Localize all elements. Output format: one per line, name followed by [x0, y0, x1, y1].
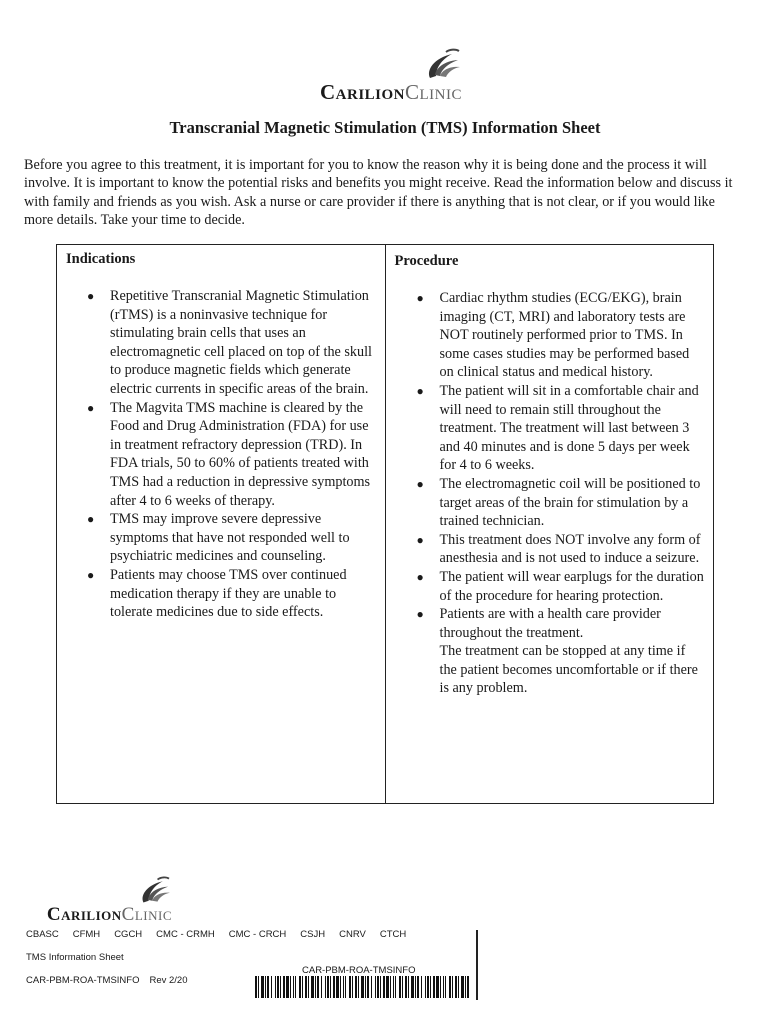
carilion-clinic-logo: [300, 48, 462, 105]
list-item: [416, 289, 706, 382]
list-item-text: This treatment does NOT involve any form of anesthesia and is not used to induce a seizure.: [439, 531, 701, 567]
barcode-bar: [286, 976, 289, 998]
barcode-bar: [411, 976, 414, 998]
barcode-bar: [417, 976, 419, 998]
facility-code: CFMH: [72, 929, 101, 940]
facility-codes: [26, 929, 420, 940]
info-table: [56, 244, 714, 804]
bullet-icon: ●: [416, 532, 424, 547]
barcode-bar: [415, 976, 416, 998]
barcode-bar: [352, 976, 353, 998]
barcode-bar: [386, 976, 389, 998]
barcode-bar: [427, 976, 429, 998]
list-item: [416, 605, 706, 698]
procedure-heading: Procedure: [394, 253, 459, 269]
barcode-bar: [425, 976, 426, 998]
barcode-bar: [380, 976, 381, 998]
list-item-text: Repetitive Transcranial Magnetic Stimulation (rTMS) is a noninvasive technique for stimulating brain cells that uses an electromagnetic cell placed on top of the skull to produce magnetic fields which generate electric currents in specific areas of the brain.: [110, 288, 372, 397]
indications-column: [57, 245, 385, 803]
list-item: [87, 510, 375, 566]
carilion-clinic-footer-logo: [26, 876, 172, 926]
barcode-bar: [277, 976, 279, 998]
barcode-bar: [399, 976, 401, 998]
barcode-bar: [452, 976, 453, 998]
footer-form-info: [26, 975, 188, 986]
list-item-text: The Magvita TMS machine is cleared by the Food and Drug Administration (FDA) for use in treatment refractory depression (TRD). In FDA trials, 50 to 60% of patients treated with TMS had a reduction in depressive symptoms after 4 to 6 weeks of therapy.: [110, 399, 371, 509]
barcode-bar: [458, 976, 459, 998]
barcode-bar: [455, 976, 457, 998]
indications-heading: Indications: [66, 251, 136, 267]
facility-code: CTCH: [379, 929, 407, 940]
barcode-bar: [467, 976, 469, 998]
intro-paragraph: Before you agree to this treatment, it is important for you to know the reason why it is being done and the process it will involve. It is important to know the potential risks and benefits you might receive. Read the information below and discuss it with family and friends as you wish. Ask a nurse or care provider if there is anything that is not clear, or if you would like more details. Take your time to decide.: [24, 157, 733, 229]
logo-name-part2: Clinic: [405, 80, 462, 104]
footer-logo-name-part2: Clinic: [121, 904, 172, 925]
list-item: [87, 399, 375, 511]
bullet-icon: ●: [87, 567, 95, 582]
facility-code: CMC - CRMH: [156, 929, 215, 940]
barcode-bar: [440, 976, 441, 998]
list-item: [416, 382, 706, 475]
list-item: [416, 568, 706, 605]
barcode-bar: [299, 976, 301, 998]
barcode-bar: [275, 976, 276, 998]
list-item-text: TMS may improve severe depressive symptoms that have not responded well to psychiatric medicines and counseling.: [110, 511, 350, 565]
list-item-text: The patient will wear earplugs for the duration of the procedure for hearing protection.: [439, 568, 704, 604]
bullet-icon: ●: [416, 607, 424, 622]
barcode-bar: [330, 976, 331, 998]
bullet-icon: ●: [87, 400, 95, 415]
barcode-bar: [408, 976, 409, 998]
barcode-bar: [395, 976, 396, 998]
barcode-bar: [258, 976, 259, 998]
barcode-bar: [325, 976, 326, 998]
logo-name-part1: Carilion: [319, 80, 405, 104]
barcode-bar: [327, 976, 329, 998]
list-item: [87, 287, 375, 399]
procedure-tail-text: The treatment can be stopped at any time if the patient becomes uncomfortable or if there is any problem.: [439, 643, 698, 697]
list-item-text: Patients may choose TMS over continued medication therapy if they are unable to tolerate medicines due to side effects.: [110, 566, 347, 621]
revision: Rev 2/20: [149, 975, 188, 986]
procedure-list: [386, 289, 714, 698]
bullet-icon: ●: [87, 512, 95, 527]
barcode-bar: [465, 976, 466, 998]
barcode-bar: [321, 976, 322, 998]
bullet-icon: ●: [416, 291, 424, 305]
barcode-bar: [358, 976, 359, 998]
indications-list: [57, 287, 385, 622]
list-item-text: Patients are with a health care provider throughout the treatment.: [439, 606, 661, 641]
list-item: [416, 475, 706, 531]
barcode-bar: [333, 976, 335, 998]
barcode-bar: [315, 976, 316, 998]
footer-divider: [476, 930, 478, 1000]
barcode-bar: [290, 976, 291, 998]
barcode-bar: [390, 976, 391, 998]
barcode-label: CAR-PBM-ROA-TMSINFO: [302, 965, 416, 976]
facility-code: CMC - CRCH: [228, 929, 287, 940]
facility-code: CSJH: [300, 929, 326, 940]
list-item: [416, 531, 706, 568]
barcode-bar: [461, 976, 464, 998]
barcode-bar: [449, 976, 451, 998]
barcode-bar: [402, 976, 403, 998]
list-item-text: Cardiac rhythm studies (ECG/EKG), brain imaging (CT, MRI) and laboratory tests are NOT routinely performed prior to TMS. In some cases studies may be performed based on clinical status and medical history.: [439, 290, 690, 381]
barcode-bar: [430, 976, 431, 998]
barcode-bar: [265, 976, 266, 998]
barcode-bar: [345, 976, 346, 998]
barcode-bar: [436, 976, 439, 998]
form-id: CAR-PBM-ROA-TMSINFO: [26, 975, 140, 986]
barcode-bar: [445, 976, 446, 998]
footer-sheet-name: TMS Information Sheet: [26, 952, 124, 963]
barcode-bar: [383, 976, 385, 998]
barcode-bar: [336, 976, 339, 998]
barcode-bar: [421, 976, 422, 998]
bullet-icon: ●: [416, 383, 424, 398]
bullet-icon: ●: [87, 289, 95, 303]
barcode-bar: [371, 976, 372, 998]
barcode-bar: [295, 976, 296, 998]
footer-logo-name-part1: Carilion: [46, 904, 122, 925]
barcode-bar: [433, 976, 435, 998]
barcode-bar: [393, 976, 394, 998]
barcode-bar: [343, 976, 344, 998]
list-item-text: The patient will sit in a comfortable chair and will need to remain still throughout the treatment. The treatment will last between 3 and 40 minutes and is done 5 days per week for 4 to 6 weeks.: [439, 382, 699, 474]
barcode-bar: [365, 976, 366, 998]
bullet-icon: ●: [416, 569, 424, 584]
barcode-bar: [261, 976, 264, 998]
barcode-bar: [349, 976, 351, 998]
swirl-logo-icon: [422, 48, 462, 82]
barcode-bar: [443, 976, 444, 998]
bullet-icon: ●: [416, 476, 424, 491]
barcode-bar: [355, 976, 357, 998]
facility-code: CGCH: [114, 929, 143, 940]
barcode-bar: [293, 976, 294, 998]
facility-code: CNRV: [339, 929, 366, 940]
barcode-bar: [361, 976, 364, 998]
list-item-text: The electromagnetic coil will be positioned to target areas of the brain for stimulation by a trained technician.: [439, 475, 701, 530]
barcode-bar: [271, 976, 272, 998]
barcode-bar: [308, 976, 309, 998]
barcode-bar: [405, 976, 407, 998]
barcode-bar: [305, 976, 307, 998]
facility-code: CBASC: [26, 929, 59, 940]
swirl-logo-icon: [136, 876, 172, 906]
barcode-bar: [283, 976, 285, 998]
procedure-column: [385, 245, 714, 803]
barcode: [255, 976, 473, 998]
barcode-bar: [267, 976, 269, 998]
barcode-bar: [255, 976, 257, 998]
barcode-bar: [377, 976, 379, 998]
barcode-bar: [302, 976, 303, 998]
list-item: [87, 566, 375, 622]
barcode-bar: [311, 976, 314, 998]
barcode-bar: [375, 976, 376, 998]
barcode-bar: [280, 976, 281, 998]
barcode-bar: [340, 976, 341, 998]
barcode-bar: [317, 976, 319, 998]
barcode-bar: [367, 976, 369, 998]
page-title: Transcranial Magnetic Stimulation (TMS) Information Sheet: [169, 118, 601, 137]
